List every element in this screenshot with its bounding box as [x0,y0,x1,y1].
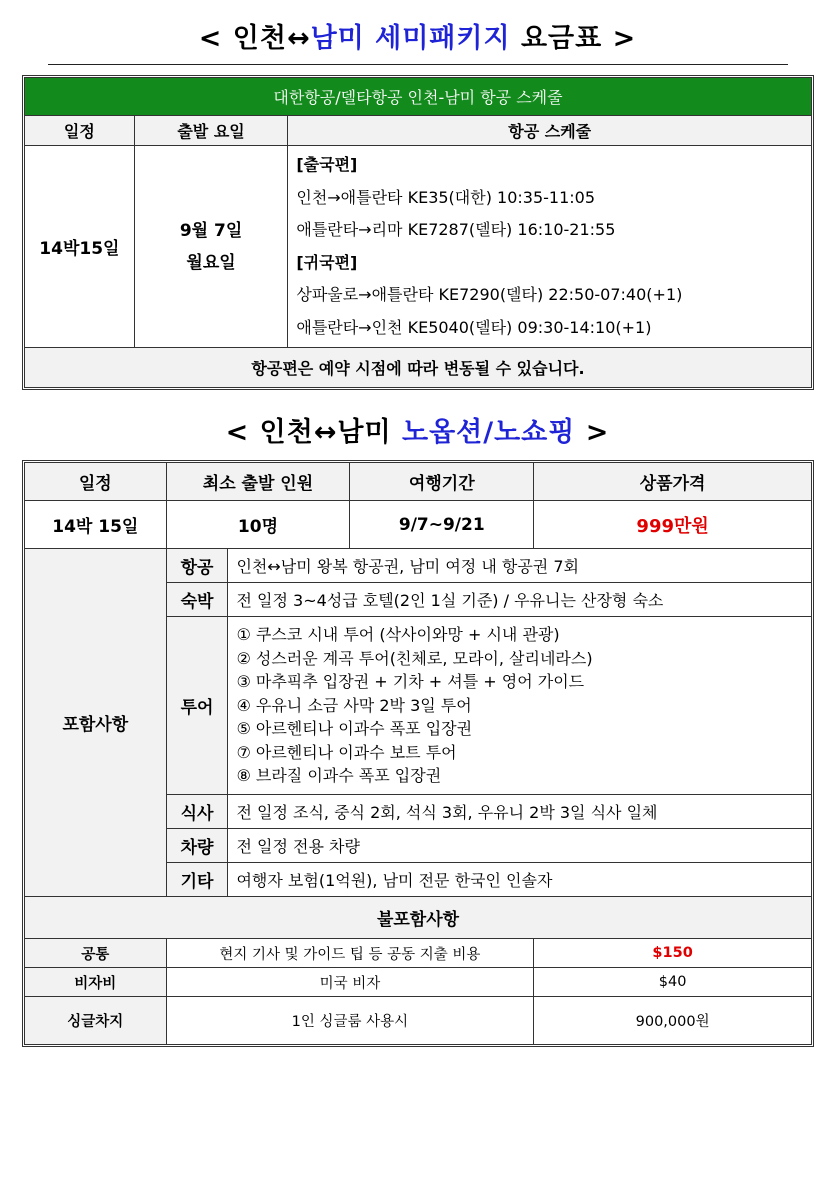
excluded-item-desc: 1인 싱글룸 사용시 [166,997,534,1045]
list-item: ⑧ 브라질 이과수 폭포 입장권 [236,766,442,786]
header-departure-day: 출발 요일 [134,116,288,146]
title-divider [48,64,788,65]
schedule-banner: 대한항공/델타항공 인천-남미 항공 스케줄 [25,78,812,116]
air-label: 항공 [166,549,228,583]
etc-detail: 여행자 보험(1억원), 남미 전문 한국인 인솔자 [228,863,812,897]
excluded-item-label: 공통 [25,939,167,968]
meal-label: 식사 [166,795,228,829]
meal-detail: 전 일정 조식, 중식 2회, 석식 3회, 우유니 2박 3일 식사 일체 [228,795,812,829]
schedule-note: 항공편은 예약 시점에 따라 변동될 수 있습니다. [25,348,812,388]
trip-duration: 14박15일 [25,146,135,348]
vehicle-label: 차량 [166,829,228,863]
header-period: 여행기간 [350,463,534,501]
pricing-table [24,462,812,1045]
excluded-item-label: 싱글차지 [25,997,167,1045]
product-price: 999만원 [534,501,812,549]
list-item: ③ 마추픽추 입장권 + 기차 + 셔틀 + 영어 가이드 [236,672,585,692]
table-row [25,997,812,1045]
excluded-item-cost: 900,000원 [534,997,812,1045]
travel-period: 9/7~9/21 [350,501,534,549]
vehicle-detail: 전 일정 전용 차량 [228,829,812,863]
included-label: 포함사항 [25,549,167,897]
header-schedule: 일정 [25,463,167,501]
table-row [25,939,812,968]
air-detail: 인천↔남미 왕복 항공권, 남미 여정 내 항공권 7회 [228,549,812,583]
tour-list [228,617,812,795]
header-schedule: 일정 [25,116,135,146]
departure-date: 9월 7일 월요일 [134,146,288,348]
excluded-item-cost: $150 [534,939,812,968]
header-flight-schedule: 항공 스케줄 [288,116,812,146]
header-min-people: 최소 출발 인원 [166,463,350,501]
header-price: 상품가격 [534,463,812,501]
excluded-item-desc: 미국 비자 [166,968,534,997]
flight-schedule-list: [출국편] 인천→애틀란타 KE35(대한) 10:35-11:05 애틀란타→리마 KE7287(델타) 16:10-21:55 [귀국편] 상파울로→애틀란타 KE7290(델타) 22:50-07:40(+1) 애틀란타→인천 KE5040(델타) 09:30-14:10(+1) [288,146,812,348]
hotel-detail: 전 일정 3~4성급 호텔(2인 1실 기준) / 우유니는 산장형 숙소 [228,583,812,617]
list-item: ① 쿠스코 시내 투어 (삭사이와망 + 시내 관광) [236,625,560,645]
list-item: ⑦ 아르헨티나 이과수 보트 투어 [236,742,457,762]
excluded-label: 불포함사항 [25,897,812,939]
flight-schedule-table [24,77,812,388]
list-item: ② 성스러운 계곡 투어(친체로, 모라이, 살리네라스) [236,648,593,668]
table-row [25,968,812,997]
min-people: 10명 [166,501,350,549]
trip-duration: 14박 15일 [25,501,167,549]
list-item: ④ 우유니 소금 사막 2박 3일 투어 [236,695,472,715]
hotel-label: 숙박 [166,583,228,617]
tour-label: 투어 [166,617,228,795]
page-title: < 인천↔남미 세미패키지 요금표 > [198,23,637,54]
section-title: < 인천↔남미 노옵션/노쇼핑 > [225,417,610,448]
etc-label: 기타 [166,863,228,897]
list-item: ⑤ 아르헨티나 이과수 폭포 입장권 [236,719,473,739]
excluded-item-desc: 현지 기사 및 가이드 팁 등 공동 지출 비용 [166,939,534,968]
excluded-item-cost: $40 [534,968,812,997]
excluded-item-label: 비자비 [25,968,167,997]
